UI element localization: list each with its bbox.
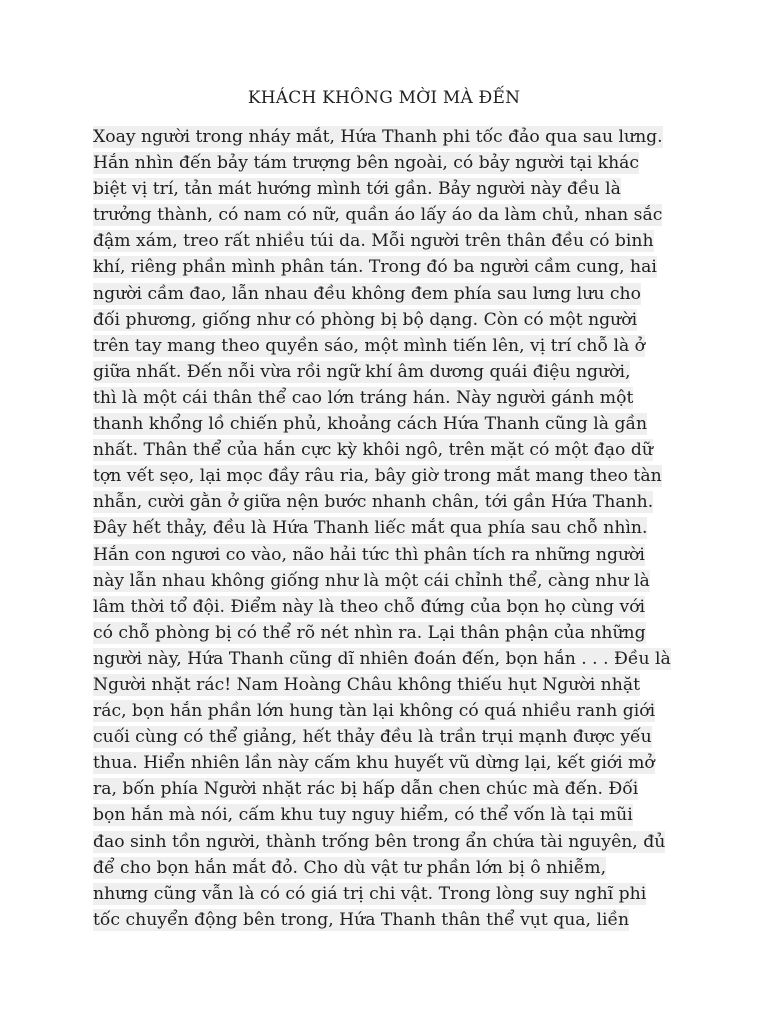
text-line-content: giữa nhất. Đến nỗi vừa rồi ngữ khí âm dương quái điệu người,	[93, 361, 631, 382]
text-line	[93, 542, 675, 568]
text-line-content: Hắn nhìn đến bảy tám trượng bên ngoài, có bảy người tại khác	[93, 153, 640, 174]
text-line-content: rác, bọn hắn phần lớn hung tàn lại không có quá nhiều ranh giới	[93, 701, 656, 722]
text-line	[93, 724, 675, 750]
text-line-content: đao sinh tồn người, thành trống bên trong ẩn chứa tài nguyên, đủ	[93, 831, 666, 852]
text-line	[93, 750, 675, 776]
text-line-content: thì là một cái thân thể cao lớn tráng hán. Này người gánh một	[93, 387, 634, 408]
text-line	[93, 646, 675, 672]
text-line-content: người này, Hứa Thanh cũng dĩ nhiên đoán đến, bọn hắn . . . Đều là	[93, 648, 671, 669]
text-line	[93, 463, 675, 489]
text-line	[93, 568, 675, 594]
text-line-content: tốc chuyển động bên trong, Hứa Thanh thân thể vụt qua, liền	[93, 909, 630, 930]
text-line	[93, 333, 675, 359]
text-line-content: nhẫn, cười gằn ở giữa nện bước nhanh chân, tới gần Hứa Thanh.	[93, 492, 654, 513]
text-line	[93, 281, 675, 307]
text-line-content: trên tay mang theo quyền sáo, một mình tiến lên, vị trí chỗ là ở	[93, 335, 645, 356]
text-line-content: thua. Hiển nhiên lần này cấm khu huyết vũ dừng lại, kết giới mở	[93, 753, 655, 774]
text-line	[93, 228, 675, 254]
text-line	[93, 907, 675, 933]
text-line-content: lâm thời tổ đội. Điểm này là theo chỗ đứng của bọn họ cùng với	[93, 596, 646, 617]
text-line	[93, 620, 675, 646]
text-line	[93, 489, 675, 515]
text-line	[93, 515, 675, 541]
text-line-content: biệt vị trí, tản mát hướng mình tới gần. Bảy người này đều là	[93, 179, 621, 200]
text-line	[93, 124, 675, 150]
text-line-content: Đây hết thảy, đều là Hứa Thanh liếc mắt qua phía sau chỗ nhìn.	[93, 518, 648, 539]
text-line	[93, 437, 675, 463]
text-line-content: khí, riêng phần mình phân tán. Trong đó ba người cầm cung, hai	[93, 257, 657, 278]
text-line-content: tợn vết sẹo, lại mọc đầy râu ria, bây giờ trong mắt mang theo tàn	[93, 466, 662, 487]
text-line	[93, 802, 675, 828]
text-line	[93, 307, 675, 333]
text-line-content: cuối cùng có thể giảng, hết thảy đều là trần trụi mạnh được yếu	[93, 727, 652, 748]
text-line	[93, 411, 675, 437]
text-line-content: nhưng cũng vẫn là có có giá trị chi vật. Trong lòng suy nghĩ phi	[93, 883, 647, 904]
text-line-content: ra, bốn phía Người nhặt rác bị hấp dẫn chen chúc mà đến. Đối	[93, 779, 639, 800]
text-line-content: để cho bọn hắn mắt đỏ. Cho dù vật tư phần lớn bị ô nhiễm,	[93, 857, 607, 878]
text-line	[93, 150, 675, 176]
text-line-content: có chỗ phòng bị có thể rõ nét nhìn ra. Lại thân phận của những	[93, 622, 646, 643]
text-line-content: này lẫn nhau không giống như là một cái chỉnh thể, càng như là	[93, 570, 650, 591]
chapter-title: KHÁCH KHÔNG MỜI MÀ ĐẾN	[247, 88, 521, 108]
text-line	[93, 594, 675, 620]
text-line-content: đậm xám, treo rất nhiều túi da. Mỗi người trên thân đều có binh	[93, 231, 654, 252]
text-line-content: Hắn con ngươi co vào, não hải tức thì phân tích ra những người	[93, 544, 645, 565]
body-text	[93, 124, 675, 933]
text-line-content: bọn hắn mà nói, cấm khu tuy nguy hiểm, có thể vốn là tại mũi	[93, 805, 633, 826]
text-line-content: Người nhặt rác! Nam Hoàng Châu không thiếu hụt Người nhặt	[93, 674, 640, 695]
text-line-content: thanh khổng lồ chiến phủ, khoảng cách Hứa Thanh cũng là gần	[93, 414, 648, 435]
text-line-content: Xoay người trong nháy mắt, Hứa Thanh phi tốc đảo qua sau lưng.	[93, 127, 663, 147]
text-line	[93, 254, 675, 280]
text-line	[93, 829, 675, 855]
text-line-content: nhất. Thân thể của hắn cực kỳ khôi ngô, trên mặt có một đạo dữ	[93, 440, 653, 461]
text-line-content: trưởng thành, có nam có nữ, quần áo lấy áo da làm chủ, nhan sắc	[93, 205, 663, 226]
text-line	[93, 176, 675, 202]
text-line-content: đối phương, giống như có phòng bị bộ dạng. Còn có một người	[93, 309, 638, 330]
text-line	[93, 385, 675, 411]
text-line	[93, 855, 675, 881]
text-line-content: người cầm đao, lẫn nhau đều không đem phía sau lưng lưu cho	[93, 283, 641, 304]
text-line	[93, 776, 675, 802]
text-line	[93, 202, 675, 228]
text-line	[93, 881, 675, 907]
text-line	[93, 359, 675, 385]
text-line	[93, 672, 675, 698]
text-line	[93, 698, 675, 724]
